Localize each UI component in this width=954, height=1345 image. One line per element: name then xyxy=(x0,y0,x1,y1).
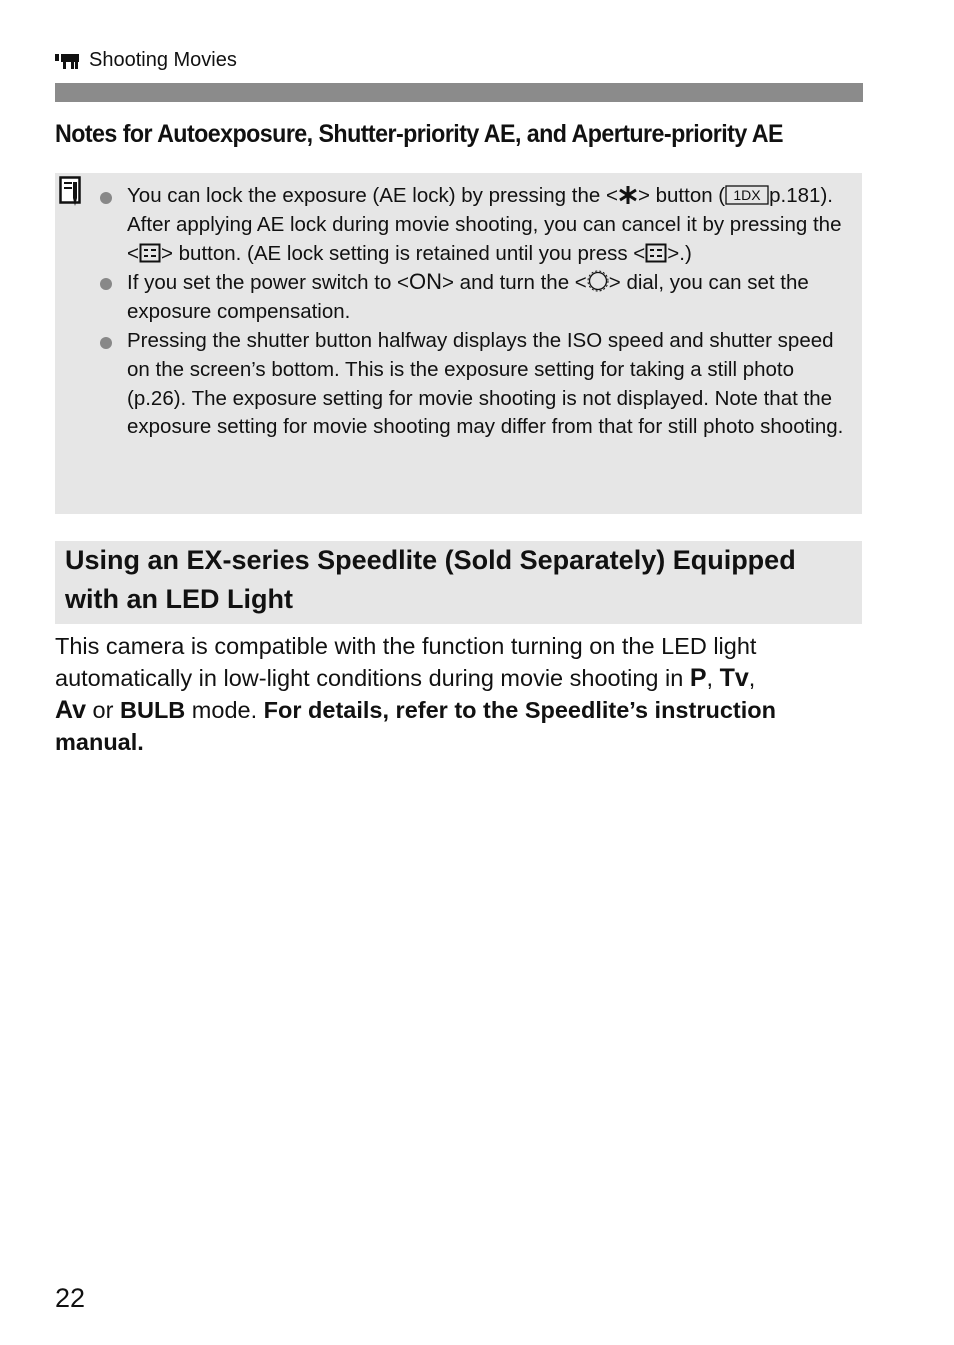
bullet-icon xyxy=(100,192,112,204)
item-text: > dial, you can set the exposure compensation. xyxy=(127,271,809,324)
quick-control-dial-icon xyxy=(587,270,609,292)
memo-icon xyxy=(59,176,81,208)
header-rule xyxy=(55,83,863,102)
notes-box xyxy=(55,173,862,514)
movie-camera-icon xyxy=(55,51,81,71)
item-text: If you set the power switch to < xyxy=(127,271,410,295)
section-heading-line: with an LED Light xyxy=(65,584,293,614)
mode-bulb-label: BULB xyxy=(120,697,186,723)
mode-av-label: Av xyxy=(55,696,87,724)
body-text: mode. xyxy=(185,697,264,723)
notes-heading: Notes for Autoexposure, Shutter-priority AE, and Aperture-priority AE xyxy=(55,120,783,148)
power-on-label: ON xyxy=(409,269,443,295)
ref-icon-label: 1DX xyxy=(733,187,761,203)
list-item xyxy=(100,268,852,327)
ae-lock-asterisk-icon xyxy=(618,185,638,205)
notes-list xyxy=(100,182,852,442)
info-button-icon xyxy=(139,243,161,263)
bullet-icon xyxy=(100,278,112,290)
mode-tv-label: Tv xyxy=(719,664,749,692)
item-text: You can lock the exposure (AE lock) by pressing the < xyxy=(127,184,618,207)
item-text: Pressing the shutter button halfway displays the ISO speed and shutter speed on the screen’s bottom. This is the exposure setting for taking a still photo (p.26). The exposure setting for movie shooting is not displayed. Note that the exposure setting for movie shooting may differ from that for still photo shooting. xyxy=(127,328,844,439)
body-bold-text: For details, refer to the Speedlite’s instruction manual. xyxy=(55,697,776,755)
body-text: or xyxy=(86,697,120,723)
header-section-title: Shooting Movies xyxy=(89,49,237,71)
item-text: >.) xyxy=(667,241,692,265)
list-item xyxy=(100,182,852,268)
item-text: > button. (AE lock setting is retained until you press < xyxy=(160,241,646,265)
separator: , xyxy=(748,665,756,691)
section-heading-box xyxy=(55,541,862,624)
body-paragraph xyxy=(55,630,863,758)
section-heading-line: Using an EX-series Speedlite (Sold Separately) Equipped xyxy=(65,545,796,575)
item-text: > button ( xyxy=(637,184,726,207)
body-text: This camera is compatible with the function turning on the LED light automatically in low-light conditions during movie shooting in xyxy=(55,633,757,691)
list-item xyxy=(100,327,852,442)
section-heading xyxy=(65,541,855,619)
item-text: > and turn the < xyxy=(442,271,587,295)
page-number: 22 xyxy=(55,1283,86,1313)
mode-p-label: P xyxy=(689,664,707,692)
bullet-icon xyxy=(100,337,112,349)
separator: , xyxy=(706,665,720,691)
item-text: p.181). After applying AE lock during movie shooting, you can cancel it by pressing the < xyxy=(127,184,842,265)
running-header xyxy=(55,49,237,72)
info-button-icon xyxy=(645,243,667,263)
1dx-manual-ref-icon xyxy=(725,185,769,205)
